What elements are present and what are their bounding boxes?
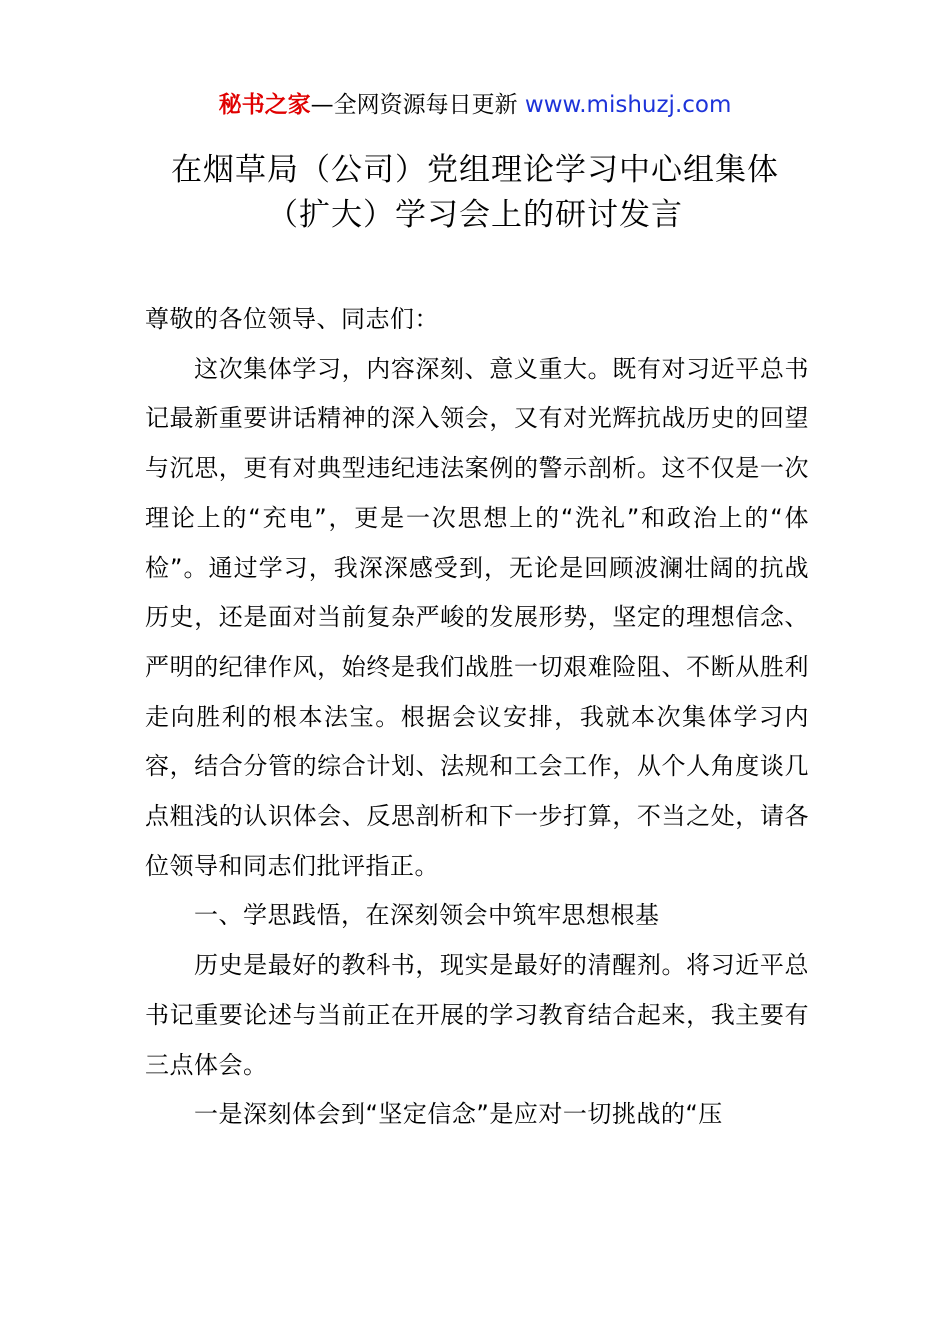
title-line-2: （扩大）学习会上的研讨发言 (267, 197, 683, 233)
site-tagline: —全网资源每日更新 (310, 92, 525, 118)
site-brand: 秘书之家 (218, 92, 311, 118)
paragraph-section-1: 历史是最好的教科书，现实是最好的清醒剂。将习近平总书记重要论述与当前正在开展的学习教育结合起来，我主要有三点体会。 (145, 951, 809, 1079)
site-url-link[interactable]: www.mishuzj.com (524, 92, 732, 118)
document-body (145, 295, 809, 1140)
greeting: 尊敬的各位领导、同志们： (145, 305, 439, 333)
site-header (0, 88, 950, 122)
title-line-1: 在烟草局（公司）党组理论学习中心组集体 (171, 152, 779, 188)
paragraph-intro: 这次集体学习，内容深刻、意义重大。既有对习近平总书记最新重要讲话精神的深入领会，又有对光辉抗战历史的回望与沉思，更有对典型违纪违法案例的警示剖析。这不仅是一次理论上的“充电”，更是一次思想上的“洗礼”和政治上的“体检”。通过学习，我深深感受到，无论是回顾波澜壮阔的抗战历史，还是面对当前复杂严峻的发展形势，坚定的理想信念、严明的纪律作风，始终是我们战胜一切艰难险阻、不断从胜利走向胜利的根本法宝。根据会议安排，我就本次集体学习内容，结合分管的综合计划、法规和工会工作，从个人角度谈几点粗浅的认识体会、反思剖析和下一步打算，不当之处，请各位领导和同志们批评指正。 (145, 354, 809, 880)
paragraph-point-1: 一是深刻体会到“坚定信念”是应对一切挑战的“压 (194, 1100, 723, 1129)
document-title (0, 148, 950, 238)
section-heading-1: 一、学思践悟，在深刻领会中筑牢思想根基 (194, 901, 660, 930)
